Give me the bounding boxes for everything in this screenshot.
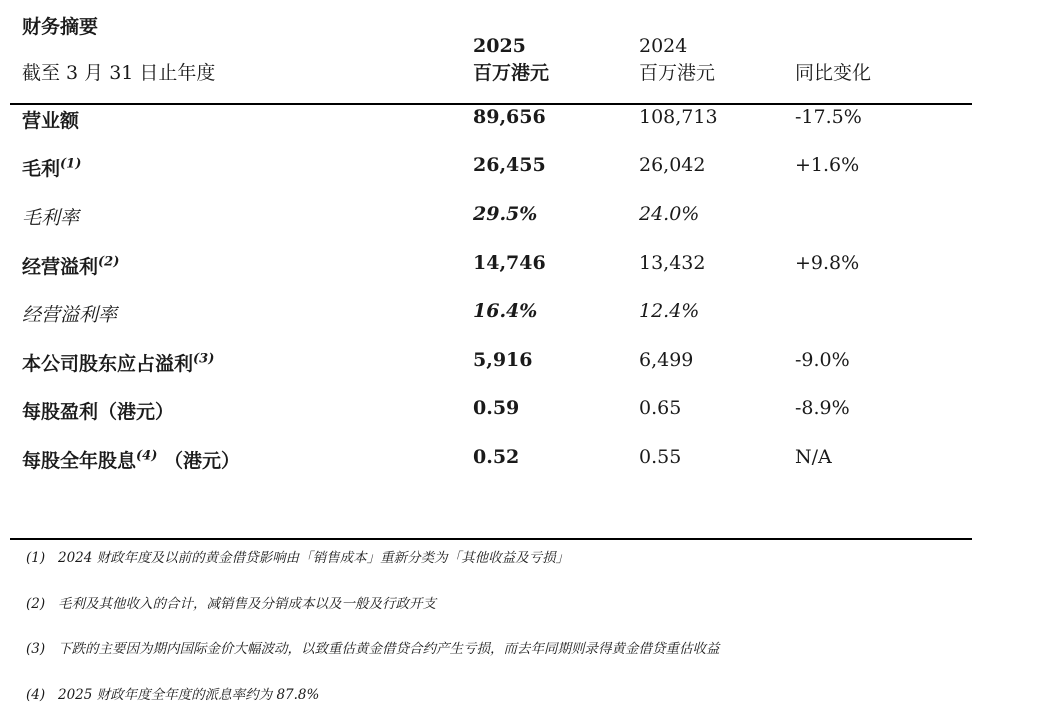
footnote-2 bbox=[26, 592, 436, 612]
attributable-profit-change: -9.0% bbox=[795, 349, 850, 371]
header-divider bbox=[10, 103, 972, 105]
column-unit-2025: 百万港元 bbox=[473, 62, 550, 84]
footnote-ref-4: (4) bbox=[136, 448, 158, 464]
footnote-3 bbox=[26, 637, 720, 657]
column-year-2025: 2025 bbox=[473, 35, 526, 57]
footnote-4 bbox=[26, 683, 319, 703]
footnote-1 bbox=[26, 546, 569, 566]
gross-margin-2025: 29.5% bbox=[473, 203, 538, 225]
gross-margin-2024: 24.0% bbox=[639, 203, 700, 225]
operating-margin-2025: 16.4% bbox=[473, 300, 538, 322]
revenue-2024: 108,713 bbox=[639, 106, 718, 128]
footnote-4-text: 2025 财政年度全年度的派息率约为 87.8% bbox=[58, 687, 320, 703]
footnote-1-text: 2024 财政年度及以前的黄金借贷影响由「销售成本」重新分类为「其他收益及亏损」 bbox=[58, 550, 570, 566]
column-header-2025 bbox=[473, 33, 549, 87]
footnote-3-number: (3) bbox=[26, 641, 46, 657]
dividend-2025: 0.52 bbox=[473, 446, 520, 468]
footnote-4-number: (4) bbox=[26, 687, 46, 703]
page-title: 财务摘要 bbox=[22, 16, 99, 38]
operating-profit-2025: 14,746 bbox=[473, 252, 546, 274]
footnote-3-text: 下跌的主要因为期内国际金价大幅波动，以致重估黄金借贷合约产生亏损，而去年同期则录得黄金借贷重估收益 bbox=[58, 641, 720, 657]
row-label-revenue: 营业额 bbox=[22, 110, 80, 132]
operating-profit-2024: 13,432 bbox=[639, 252, 706, 274]
revenue-change: -17.5% bbox=[795, 106, 862, 128]
dividend-change: N/A bbox=[795, 446, 832, 468]
row-label-gross-profit bbox=[22, 154, 81, 181]
attributable-profit-2025: 5,916 bbox=[473, 349, 533, 371]
gross-profit-change: +1.6% bbox=[795, 154, 860, 176]
row-label-dividend bbox=[22, 446, 240, 473]
row-label-eps: 每股盈利（港元） bbox=[22, 401, 175, 423]
operating-margin-2024: 12.4% bbox=[639, 300, 700, 322]
operating-profit-change: +9.8% bbox=[795, 252, 860, 274]
column-header-change: 同比变化 bbox=[795, 62, 872, 84]
footnote-divider bbox=[10, 538, 972, 540]
row-label-attributable-profit bbox=[22, 349, 214, 376]
footnote-1-number: (1) bbox=[26, 550, 46, 566]
revenue-2025: 89,656 bbox=[473, 106, 546, 128]
footnote-ref-3: (3) bbox=[193, 351, 215, 367]
dividend-2024: 0.55 bbox=[639, 446, 682, 468]
footnote-2-number: (2) bbox=[26, 596, 46, 612]
attributable-profit-2024: 6,499 bbox=[639, 349, 694, 371]
column-unit-2024: 百万港元 bbox=[639, 62, 716, 84]
column-year-2024: 2024 bbox=[639, 35, 688, 57]
footnote-ref-2: (2) bbox=[98, 254, 120, 270]
footnote-ref-1: (1) bbox=[60, 156, 82, 172]
dividend-label-suffix: （港元） bbox=[157, 450, 240, 472]
column-header-2024 bbox=[639, 33, 715, 87]
period-subtitle: 截至 3 月 31 日止年度 bbox=[22, 62, 216, 84]
row-label-operating-margin: 经营溢利率 bbox=[22, 304, 118, 326]
row-label-gross-margin: 毛利率 bbox=[22, 207, 80, 229]
gross-profit-label-text: 毛利 bbox=[22, 158, 61, 180]
dividend-label-text: 每股全年股息 bbox=[22, 450, 137, 472]
operating-profit-label-text: 经营溢利 bbox=[22, 256, 99, 278]
eps-2025: 0.59 bbox=[473, 397, 520, 419]
footnote-2-text: 毛利及其他收入的合计，减销售及分销成本以及一般及行政开支 bbox=[58, 596, 436, 612]
eps-change: -8.9% bbox=[795, 397, 850, 419]
gross-profit-2025: 26,455 bbox=[473, 154, 546, 176]
row-label-operating-profit bbox=[22, 252, 119, 279]
gross-profit-2024: 26,042 bbox=[639, 154, 706, 176]
eps-2024: 0.65 bbox=[639, 397, 682, 419]
attributable-profit-label-text: 本公司股东应占溢利 bbox=[22, 353, 194, 375]
